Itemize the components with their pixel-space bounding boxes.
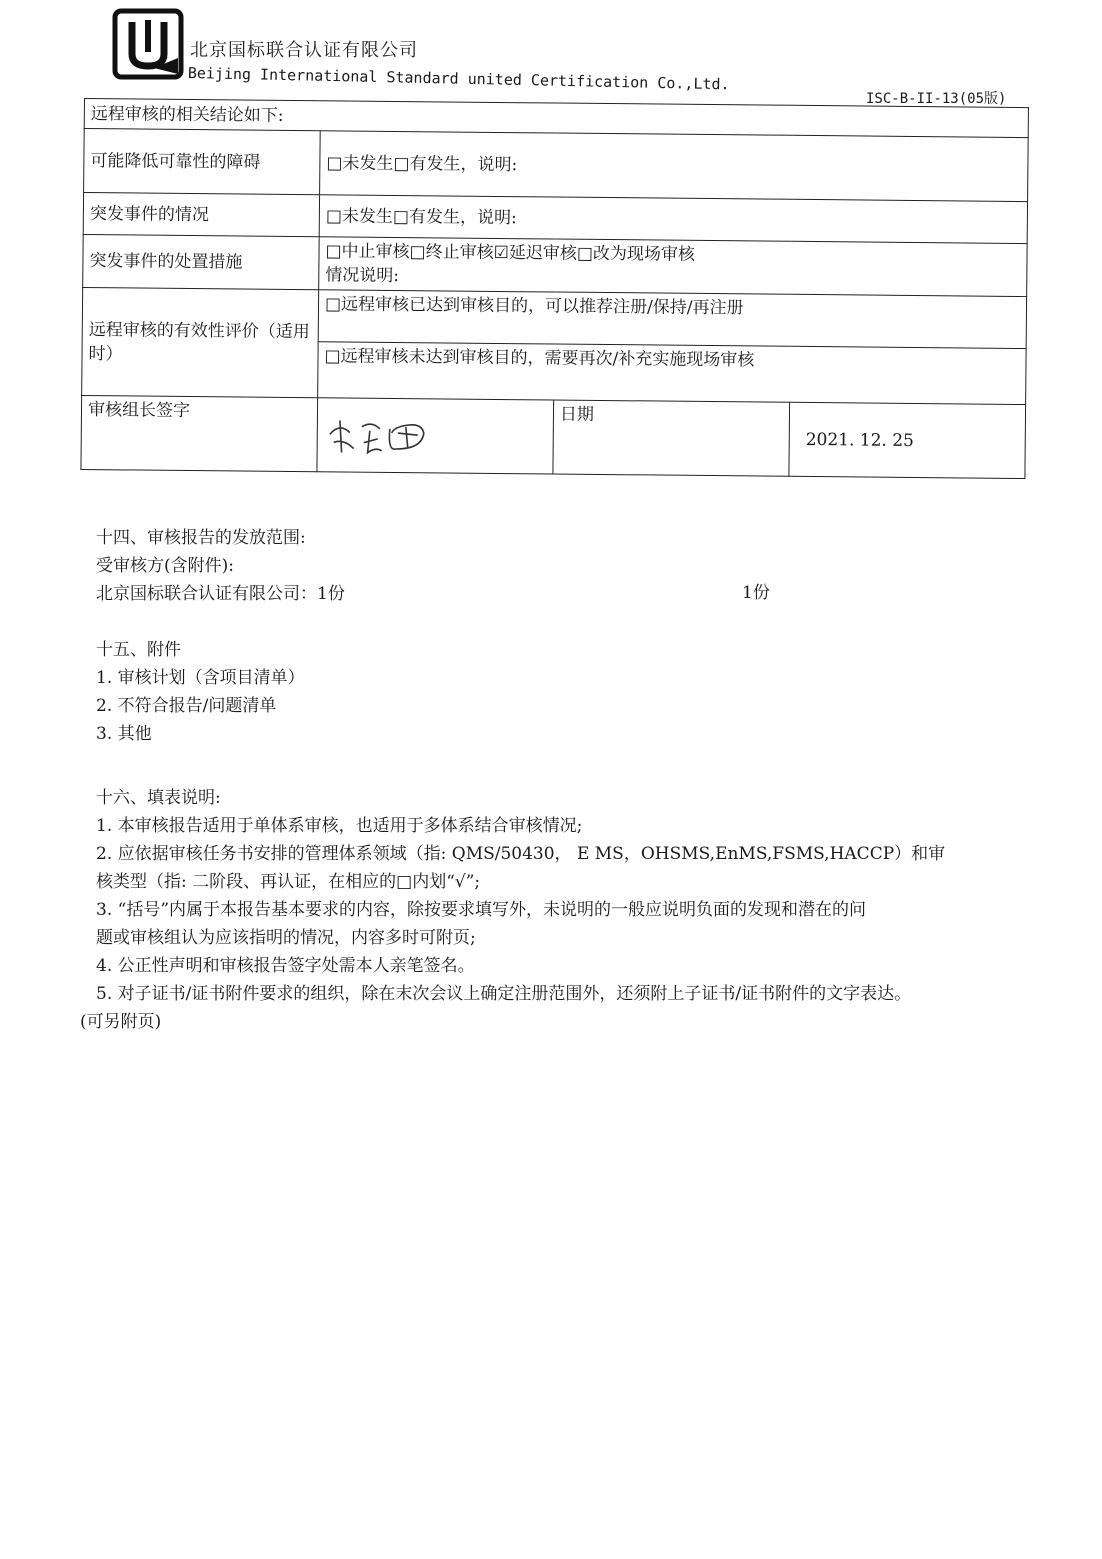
distribution-line: 北京国标联合认证有限公司：1份 bbox=[96, 584, 345, 604]
handwritten-signature bbox=[324, 412, 434, 459]
section-title: 十四、审核报告的发放范围: bbox=[96, 528, 306, 548]
row-label-emergency-measures: 突发事件的处置措施 bbox=[83, 234, 319, 289]
instruction-line: 5. 对子证书/证书附件要求的组织，除在末次会议上确定注册范围外，还须附上子证书/证书附件的文字表达。 bbox=[96, 984, 912, 1004]
section-instructions bbox=[80, 784, 945, 1036]
instruction-line: 题或审核组认为应该指明的情况，内容多时可附页; bbox=[96, 928, 476, 948]
table-row bbox=[82, 287, 1026, 348]
row-label-signature: 审核组长签字 bbox=[81, 395, 318, 471]
validity-option-not-achieved: □远程审核未达到审核目的，需要再次/补充实施现场审核 bbox=[318, 342, 1027, 405]
date-value: 2021. 12. 25 bbox=[805, 429, 915, 451]
list-item: 1. 审核计划（含项目清单） bbox=[96, 668, 305, 688]
validity-option-achieved: □远程审核已达到审核目的，可以推荐注册/保持/再注册 bbox=[318, 290, 1026, 349]
table-row bbox=[84, 129, 1029, 202]
measures-note: 情况说明: bbox=[325, 265, 400, 287]
section-distribution bbox=[80, 524, 345, 608]
measures-options: □中止审核□终止审核☑延迟审核□改为现场审核 bbox=[325, 241, 696, 265]
instruction-line: 4. 公正性声明和审核报告签字处需本人亲笔签名。 bbox=[96, 956, 475, 976]
date-label: 日期 bbox=[553, 400, 790, 476]
iscc-seal-logo bbox=[112, 8, 184, 80]
remote-audit-conclusion-table bbox=[80, 98, 1029, 479]
distribution-line: 受审核方(含附件): bbox=[96, 556, 234, 576]
list-item: 2. 不符合报告/问题清单 bbox=[96, 696, 277, 716]
table-intro: 远程审核的相关结论如下: bbox=[84, 99, 1028, 138]
table-row bbox=[83, 234, 1027, 296]
row-value-emergency: □未发生□有发生，说明: bbox=[319, 195, 1027, 244]
date-cell bbox=[789, 402, 1026, 478]
section-title: 十五、附件 bbox=[96, 640, 181, 660]
company-name-en: Beijing International Standard united Certification Co.,Ltd. bbox=[187, 64, 730, 94]
instruction-line: 1. 本审核报告适用于单体系审核，也适用于多体系结合审核情况; bbox=[96, 816, 583, 836]
row-label-emergency: 突发事件的情况 bbox=[83, 193, 319, 237]
section-attachments bbox=[80, 636, 305, 748]
row-label-validity: 远程审核的有效性评价（适用时） bbox=[82, 287, 319, 397]
row-value-obstacles: □未发生□有发生，说明: bbox=[320, 131, 1029, 202]
row-value-emergency-measures bbox=[319, 237, 1027, 297]
instruction-line: 2. 应依据审核任务书安排的管理体系领域（指: QMS/50430， E MS，OHSMS,EnMS,FSMS,HACCP）和审 bbox=[96, 844, 946, 864]
signature-cell bbox=[317, 398, 554, 474]
instruction-line: (可另附页) bbox=[80, 1012, 162, 1032]
section-title: 十六、填表说明: bbox=[96, 788, 221, 808]
form-code: ISC-B-II-13(05版) bbox=[866, 91, 1007, 107]
company-name-cn: 北京国标联合认证有限公司 bbox=[190, 40, 418, 61]
instruction-line: 3. “括号”内属于本报告基本要求的内容，除按要求填写外，未说明的一般应说明负面的发现和潜在的问 bbox=[96, 900, 867, 920]
list-item: 3. 其他 bbox=[96, 724, 152, 744]
row-label-obstacles: 可能降低可靠性的障碍 bbox=[84, 129, 321, 195]
distribution-copies: 1份 bbox=[742, 583, 770, 603]
table-row bbox=[81, 395, 1026, 478]
instruction-line: 核类型（指: 二阶段、再认证，在相应的□内划“√”; bbox=[96, 872, 481, 892]
